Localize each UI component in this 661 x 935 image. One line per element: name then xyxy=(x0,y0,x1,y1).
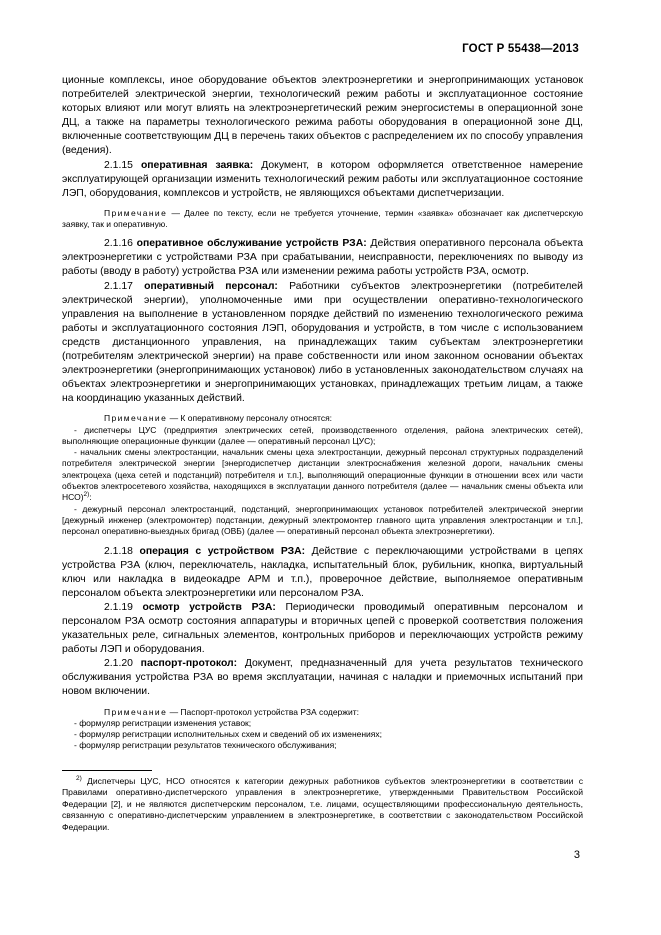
term-number: 2.1.18 xyxy=(104,545,133,557)
note-label: Примечание xyxy=(104,413,168,424)
footnote-mark: 2) xyxy=(76,775,82,783)
term-number: 2.1.15 xyxy=(104,159,133,171)
term-definition: Действие с переключающими устройствами в цепях устройства РЗА (ключ, переключатель, накладка, испытательный блок, рубильник, кнопка, виртуальный ключ или накладка в видеокадре АРМ и т.п.), проверочное действие, выполняемое оперативным персоналом объекта электроэнергетики или персоналом РЗА. xyxy=(62,545,584,599)
term-number: 2.1.19 xyxy=(104,601,133,613)
term-title: операция с устройством РЗА: xyxy=(139,545,306,557)
term-title: оперативная заявка: xyxy=(140,159,254,171)
note-label: Примечание xyxy=(104,207,168,218)
term-2-1-15 xyxy=(62,159,583,201)
page-number: 3 xyxy=(573,849,580,861)
note-text: — Далее по тексту, если не требуется уточнение, термин «заявка» обозначает как диспетчерскую заявку, так и оперативную. xyxy=(62,207,583,230)
term-title: оперативный персонал: xyxy=(144,280,278,292)
term-2-1-17 xyxy=(62,280,583,407)
note-text: — К оперативному персоналу относятся: xyxy=(167,413,333,424)
term-definition: Периодически проводимый оперативным персоналом и персоналом РЗА осмотр состояния аппаратуры и вторичных цепей с проверкой соответствия положения указательных реле, сигнальных элементов, контрольных приборов и переключающих устройств режиму работы ЛЭП и оборудования. xyxy=(62,601,584,656)
main-text xyxy=(62,74,583,752)
note-list-item: - дежурный персонал электростанций, подстанций, энергопринимающих установок потребителей электрической энергии [дежурный инженер (электромонтер) подстанции, дежурный электромонтер главного щита управления электростанции и т.п.], персонал оперативно-выездных бригад (ОВБ) (далее — оперативный персонал объекта электроэнергетики). xyxy=(62,503,583,537)
note-2 xyxy=(62,413,583,424)
note-1 xyxy=(62,208,583,230)
footnote-block xyxy=(62,770,583,833)
note-list-item: - диспетчеры ЦУС (предприятия электрических сетей, производственного отделения, района электрических сетей), выполняющие операционные функции (далее — оперативный персонал ЦУС); xyxy=(62,424,583,446)
term-definition: Работники субъектов электроэнергетики (потребителей электрической энергии), уполномоченные ими при осуществлении оперативно-технологического управления на выполнение в установленном порядке действий по изменению технологического режима работы и эксплуатационного состояния ЛЭП, оборудования и устройств, в том числе с использованием средств дистанционного управления, на принадлежащих таким субъектам электроэнергетики (потребителям электрической энергии) на праве собственности или ином законном основании объектах электроэнергетики (энергопринимающих установок) либо в установленных законодательством случаях на объектах электроэнергетики и энергопринимающих установках, принадлежащих третьим лицам, а также на координацию указанных действий. xyxy=(62,280,583,405)
term-definition: Документ, в котором оформляется ответственное намерение эксплуатирующей организации изменить технологический режим работы или эксплуатационное состояние ЛЭП, оборудования, комплексов и устройств, не являющихся объектами диспетчеризации. xyxy=(62,159,583,199)
note-list-item: - формуляр регистрации изменения уставок; xyxy=(74,717,252,728)
term-2-1-19 xyxy=(62,601,583,657)
footnote-reference: 2) xyxy=(83,491,90,499)
note-label: Примечание xyxy=(104,706,168,717)
term-number: 2.1.17 xyxy=(104,280,133,292)
term-title: осмотр устройств РЗА: xyxy=(142,601,276,613)
footnote-text: $^{2)}$ Диспетчеры ЦУС, НСО относятся к категории дежурных работников субъектов электроэнергетики в соответствии с Правилами оперативно-диспетчерского управления в электроэнергетике, утвержденными Правительством Российской Федерации [2], и не являются диспетчерским персоналом, т.е. лицами, осуществляющими профессиональную деятельность, связанную с оперативно-диспетчерским управлением в электроэнергетике, в соответствии с законодательством Российской Федерации. xyxy=(62,775,583,832)
standard-header: ГОСТ Р 55438—2013 xyxy=(462,43,579,55)
note-list-item: - формуляр регистрации результатов технического обслуживания; xyxy=(74,740,337,751)
note-3-list xyxy=(62,718,583,752)
note-list-item: - начальник смены электростанции, начальник смены цеха электростанции, дежурный персонал структурных подразделений потребителя электрической энергии [энергодиспетчер дистанции электроснабжения железной дороги, начальник смены электроцеха (цеха сетей и подстанций) потребителя и т.п.], выполняющий операционные функции в отношении всех или части объектов электросетевого хозяйства, находящихся в эксплуатации данного потребителя (далее — начальник смены объекта или НСО)$^{2)}$: xyxy=(62,447,583,503)
term-2-1-16 xyxy=(62,237,583,279)
term-title: паспорт-протокол: xyxy=(140,658,238,670)
paragraph-continuation: ционные комплексы, иное оборудование объектов электроэнергетики и энергопринимающих установок потребителей электрической энергии, технологический режим работы и эксплуатационное состояние которых влияют или могут влиять на электроэнергетический режим энергосистемы в операционной зоне ДЦ, а также на параметры технологического режима работы оборудования в операционной зоне ДЦ, включенные соответствующим ДЦ в перечень таких объектов с распределением их по способу управления (ведения). xyxy=(62,75,583,157)
term-title: оперативное обслуживание устройств РЗА: xyxy=(136,238,367,250)
term-2-1-20 xyxy=(62,657,583,699)
term-2-1-18 xyxy=(62,545,583,601)
footnote-divider xyxy=(62,770,152,771)
term-definition: Действия оперативного персонала объекта электроэнергетики с устройствами РЗА при срабатывании, неисправности, переключениях по выводу из работы (вводу в работу) устройства РЗА или изменении режима работы устройств РЗА, осмотр. xyxy=(62,238,584,278)
note-3 xyxy=(62,707,583,718)
term-number: 2.1.16 xyxy=(104,238,133,250)
note-2-list xyxy=(62,425,583,538)
term-number: 2.1.20 xyxy=(104,658,133,670)
term-definition: Документ, предназначенный для учета результатов технического обслуживания устройства РЗА во время эксплуатации, начиная с наладки и приемочных испытаний при новом включении. xyxy=(62,658,584,698)
note-text: — Паспорт-протокол устройства РЗА содержит: xyxy=(167,706,359,717)
note-list-item: - формуляр регистрации исполнительных схем и сведений об их изменениях; xyxy=(74,729,383,740)
